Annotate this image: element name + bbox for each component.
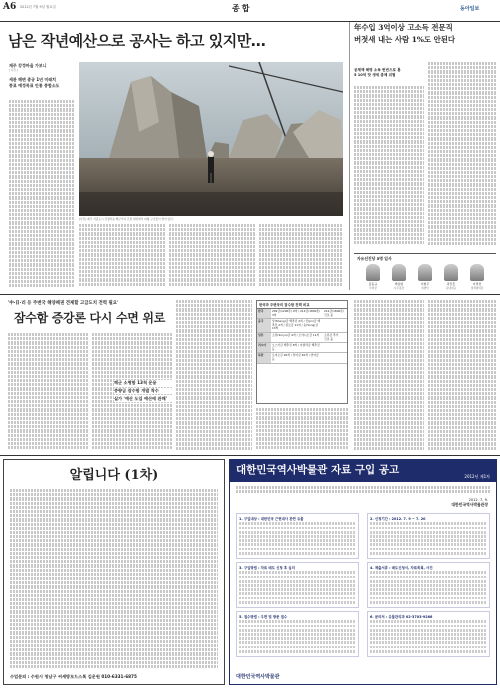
personnel-name: 이현주 (420, 282, 430, 286)
ad-section (367, 611, 490, 657)
fleet-cell: 소류(Soryu)급 4척 / 오야시오급 11척 (272, 332, 320, 337)
table-title: 한국과 주변국의 잠수함 전력 비교 (257, 301, 347, 309)
kicker-byline: [ 사진 ] (9, 69, 18, 72)
page-number: A6 (3, 2, 17, 12)
fleet-cell: 오스카급 핵추진 8척 / 아쿨라급 핵추진 등 (272, 343, 320, 351)
lead-body-col-1 (9, 100, 75, 288)
ad-publisher: 대한민국역사박물관 (236, 674, 280, 680)
country-cell: 북한 (257, 353, 271, 362)
table-row (257, 353, 347, 363)
notice-box (3, 459, 225, 685)
plan-cell: 소류급 추가 건조 중 (324, 332, 339, 341)
plan-cell: 214급(1800톤) 건조 중 (324, 309, 345, 317)
bottom-rule (0, 455, 500, 456)
portrait-photo (418, 264, 432, 281)
ad-section-title: 2. 신청기간 : 2012. 7. 9 ~ 7. 20 (370, 517, 426, 521)
ad-section-title: 3. 구입방법 : 자료 매도 신청 후 심의 (239, 566, 295, 570)
ad-intro (236, 486, 490, 498)
right-subhead-1: 공제액 해명 소득 번번으로 통 (354, 68, 401, 72)
section-rule (0, 294, 500, 295)
lead-kicker (9, 63, 75, 89)
pull-quote-1: 해군 소형함 13척 운용 (114, 380, 174, 386)
fleet-cell: 로미오급 20척 / 상어급 40척 / 연어급 등 (272, 353, 319, 361)
table-row (257, 343, 347, 353)
portrait-photo (444, 264, 458, 281)
second-body-col-6 (428, 300, 496, 451)
side-headline-1: 年수입 3억이상 고소득 전문직 (354, 23, 453, 32)
country-cell: 일본 (257, 333, 271, 342)
second-kicker: '中·日·러 등 주변국 해양패권 견제할 고급도치 전력 필요' (8, 301, 119, 306)
ad-org: 대한민국역사박물관장 (451, 502, 488, 507)
ad-section (236, 611, 359, 657)
portrait-photo (392, 264, 406, 281)
personnel-name: 김동규 (368, 282, 378, 286)
lead-body-col-2 (79, 224, 165, 288)
lead-subhead-2: 종료 예정목표 안통 종합소도 (9, 83, 60, 88)
section-title: 종합 (232, 4, 252, 13)
second-body-col-5 (354, 300, 424, 451)
right-subhead-2: 5 10억 탓 생세 총체 위험 (354, 73, 396, 77)
notice-footer: 수업문의 : 수원시 청남구 씨세방모드스톡 김운원 010-6331-6875 (10, 674, 137, 679)
column-divider (349, 22, 350, 290)
ad-section-title: 4. 제출서류 : 매도신청서, 자료목록, 사진 (370, 566, 433, 570)
kicker-text: 재주 강정마을 가보니 (9, 63, 47, 68)
lead-subhead-1: 세관 해변 총공 1년 미래치 (9, 77, 56, 82)
right-body-col-1 (354, 86, 424, 246)
personnel-name: 이경선 (472, 282, 482, 286)
lead-photo (79, 62, 343, 216)
second-headline: 잠수함 증강론 다시 수면 위로 (14, 311, 166, 325)
ad-section-title: 5. 접수방법 : 우편 및 방문 접수 (239, 615, 288, 619)
personnel-box (354, 253, 496, 293)
second-body-col-3 (176, 300, 252, 451)
lead-body-col-4 (259, 224, 343, 288)
ad-year: 2012년 제1차 (464, 474, 490, 479)
personnel-row (362, 264, 496, 290)
notice-title: 알립니다 (1차) (69, 468, 159, 483)
portrait-photo (366, 264, 380, 281)
table-row (257, 319, 347, 333)
personnel-role: 정책위의장 (470, 287, 484, 290)
right-body-col-2 (428, 62, 496, 246)
personnel-title: 자유선진당 5명 입사 (357, 256, 392, 261)
pull-quote (114, 380, 174, 402)
table-body (257, 309, 347, 364)
personnel-name: 곽신흥 (446, 282, 456, 286)
personnel-card (388, 264, 410, 290)
country-cell: 중국 (257, 319, 271, 332)
lead-photo-caption: [사진] 제주 서귀포시 강정마을 해군기지 건설 현장에서 대형 구조물이 쌓여 있다. (79, 217, 174, 221)
plan-cell (323, 343, 347, 352)
ad-section (236, 513, 359, 559)
plan-cell (323, 319, 347, 332)
personnel-role: 원내대표 (445, 287, 457, 290)
fleet-cell: 상(Shang)급 핵추진 2척 / 진(Jin)급 핵추진 2척 / 킬로급 11척 / 송(Song)급 13척 (272, 319, 321, 331)
side-headline-2: 버젓새 내는 사람 1%도 안된다 (354, 35, 455, 44)
ad-section-title: 6. 문의처 : 유물관리과 02-3703-9266 (370, 615, 433, 619)
museum-ad (229, 459, 497, 685)
construction-photo-image (79, 62, 343, 216)
second-body-col-4 (256, 408, 348, 451)
ad-title: 대한민국역사박물관 자료 구입 공고 (236, 464, 400, 476)
plan-cell (323, 353, 347, 362)
ad-sections (236, 513, 490, 657)
fleet-cell: 209급(1200톤) 9척 / 214급(1800톤) 3척 (272, 309, 321, 317)
ad-section-title: 1. 구입대상 : 대한민국 근현대사 관련 유물 (239, 517, 304, 521)
lead-headline: 남은 작년예산으로 공사는 하고 있지만… (8, 32, 266, 50)
ad-section (367, 562, 490, 608)
personnel-card (466, 264, 488, 290)
paper-logo: 동아일보 (460, 6, 480, 12)
personnel-role: 사무총장 (393, 287, 405, 290)
country-cell: 러시아 (257, 343, 271, 352)
right-subhead (354, 68, 424, 78)
notice-body (10, 489, 218, 669)
ad-date: 2012. 7. 9. (468, 498, 488, 502)
portrait-photo (470, 264, 484, 281)
lead-body-col-3 (169, 224, 255, 288)
table-row (257, 333, 347, 343)
submarine-table (256, 300, 348, 404)
personnel-role: 대변인 (421, 287, 429, 290)
ad-date-org (230, 498, 488, 508)
personnel-name: 박용범 (394, 282, 404, 286)
ad-header-band (230, 460, 496, 482)
second-body-col-1 (8, 333, 88, 451)
personnel-card (440, 264, 462, 290)
personnel-card (362, 264, 384, 290)
masthead (0, 0, 500, 22)
pull-quote-3: 실가 '예산 도입 예산에 관해' (114, 396, 174, 402)
table-row (257, 309, 347, 319)
pull-quote-2: 중량급 잠수함 개발 착수 (114, 388, 174, 394)
ad-section (367, 513, 490, 559)
personnel-role: 부의장 (369, 287, 377, 290)
issue-date: 2012년 7월 9일 월요일 (20, 5, 56, 9)
ad-section (236, 562, 359, 608)
country-cell: 한국 (257, 309, 271, 318)
personnel-card (414, 264, 436, 290)
